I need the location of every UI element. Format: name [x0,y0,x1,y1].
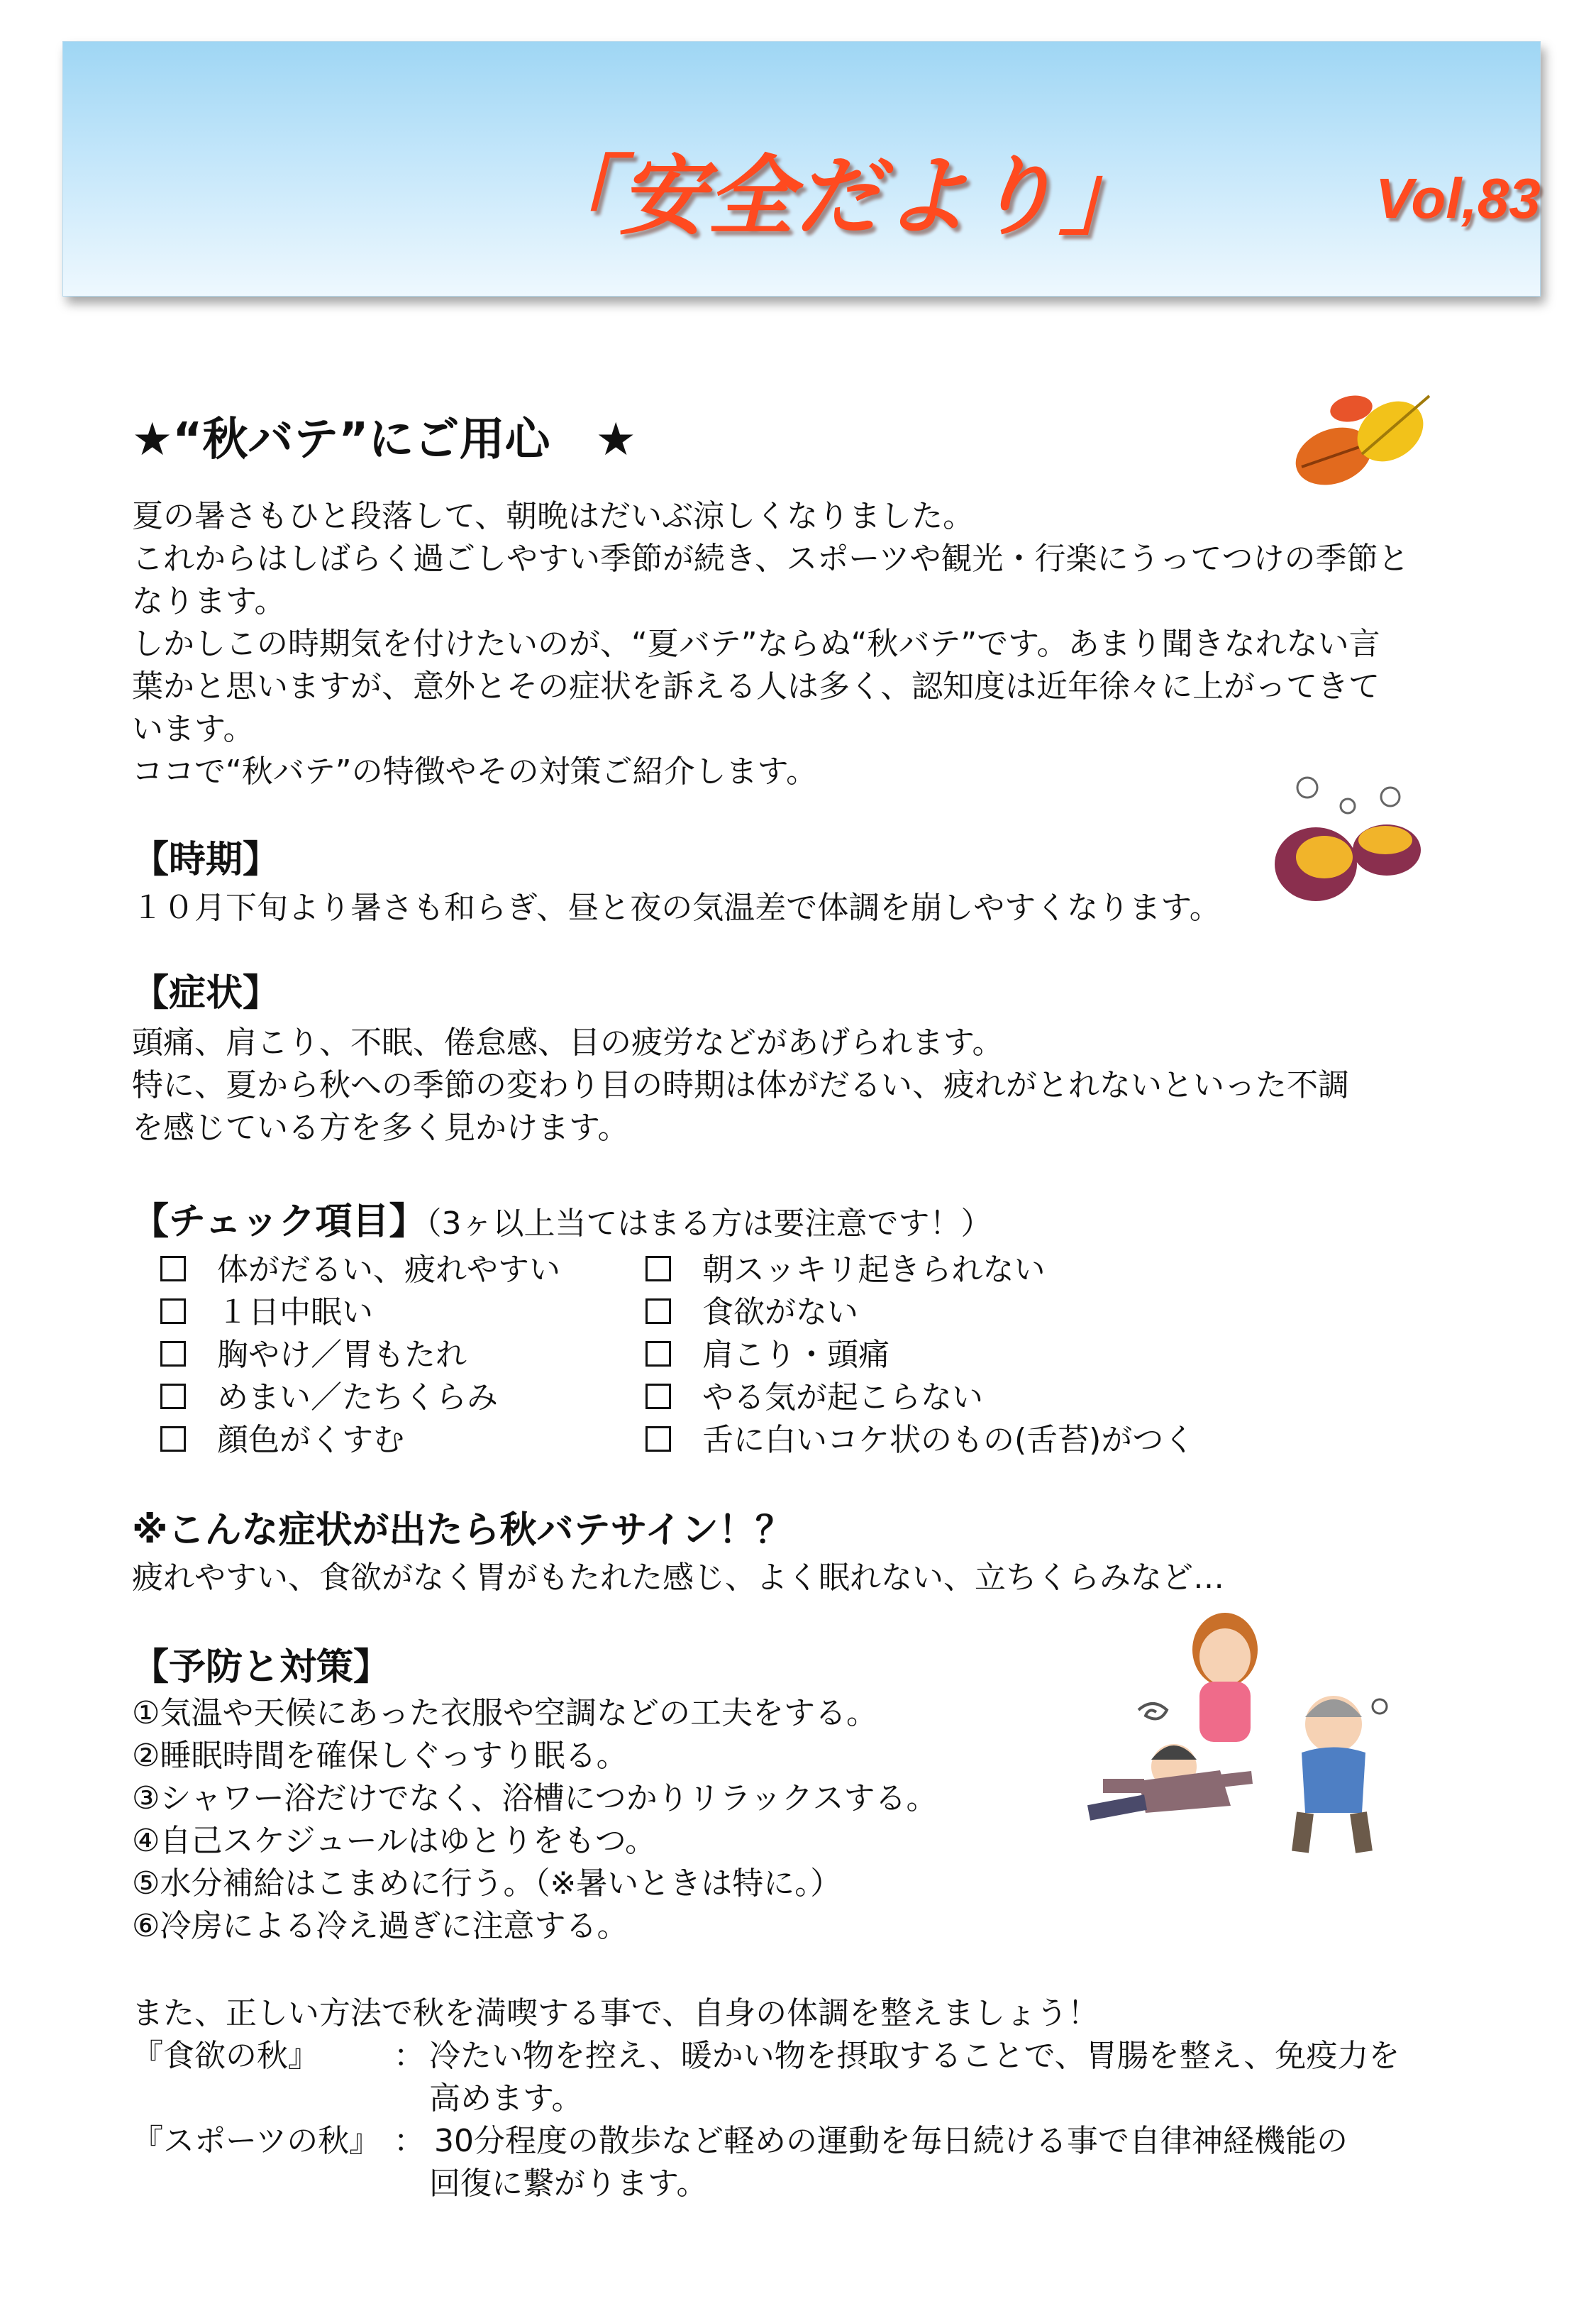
checkbox-icon[interactable] [645,1298,671,1324]
symptoms-line-1: 頭痛、肩こり、不眠、倦怠感、目の疲労などがあげられます。 [132,1025,1004,1061]
checkbox-icon[interactable] [645,1426,671,1452]
checklist-heading [132,1199,992,1247]
volume-number: Vol,83 [1375,167,1541,230]
sports-autumn-separator: ： [394,2123,425,2159]
check-item[interactable]: 舌に白いコケ状のもの(舌苔)がつく [645,1419,1195,1462]
sign-heading: ※こんな症状が出たら秋バテサイン！？ [132,1509,792,1552]
symptoms-line-3: を感じている方を多く見かけます。 [132,1110,629,1146]
checkbox-icon[interactable] [645,1384,671,1409]
intro-line-4: しかしこの時期気を付けたいのが、“夏バテ”ならぬ“秋バテ”です。あまり聞きなれない言 [132,626,1380,662]
prevention-item-3: ③シャワー浴だけでなく、浴槽につかりリラックスする。 [132,1780,938,1816]
tired-people-icon [1060,1600,1401,1855]
intro-line-1: 夏の暑さもひと段落して、朝晩はだいぶ涼しくなりました。 [132,498,975,534]
period-line: １０月下旬より暑さも和らぎ、昼と夜の気温差で体調を崩しやすくなります。 [132,890,1221,926]
prevention-item-4: ④自己スケジュールはゆとりをもつ。 [132,1823,657,1859]
prevention-item-2: ②睡眠時間を確保しぐっすり眠る。 [132,1738,628,1774]
sports-autumn-text-1: 30分程度の散歩など軽めの運動を毎日続ける事で自律神経機能の [434,2123,1348,2159]
newsletter-title: 「安全だより」 [531,146,1147,247]
intro-line-2: これからはしばらく過ごしやすい季節が続き、スポーツや観光・行楽にうってつけの季節と [132,541,1409,577]
intro-line-6: います。 [132,711,255,747]
closing-line: また、正しい方法で秋を満喫する事で、自身の体調を整えましょう！ [132,1995,1099,2031]
checkbox-icon[interactable] [160,1426,186,1452]
prevention-heading: 【予防と対策】 [132,1646,391,1689]
checklist-note: （3ヶ以上当てはまる方は要注意です！） [426,1206,992,1242]
food-autumn-label: 『食欲の秋』 [132,2038,319,2074]
check-item[interactable]: やる気が起こらない [645,1377,983,1419]
food-autumn-text-2: 高めます。 [429,2080,583,2117]
intro-line-3: なります。 [132,583,286,619]
checkbox-icon[interactable] [645,1256,671,1281]
intro-line-5: 葉かと思いますが、意外とその症状を訴える人は多く、認知度は近年徐々に上がってきて [132,668,1380,705]
period-heading: 【時期】 [132,839,280,881]
check-item[interactable]: 朝スッキリ起きられない [645,1249,1046,1291]
sweet-potato-icon [1266,772,1426,914]
checkbox-icon[interactable] [645,1341,671,1367]
checkbox-icon[interactable] [160,1298,186,1324]
food-autumn-separator: ： [394,2038,425,2074]
header-banner [62,41,1541,297]
sign-line: 疲れやすい、食欲がなく胃がもたれた感じ、よく眠れない、立ちくらみなど… [132,1560,1224,1596]
sports-autumn-label: 『スポーツの秋』 [132,2123,381,2159]
prevention-item-6: ⑥冷房による冷え過ぎに注意する。 [132,1908,628,1944]
check-item[interactable]: 体がだるい、疲れやすい [160,1249,560,1291]
check-item[interactable]: 食欲がない [645,1291,858,1334]
autumn-leaves-icon [1284,389,1440,488]
checkbox-icon[interactable] [160,1256,186,1281]
checklist-title: 【チェック項目】 [132,1201,426,1243]
prevention-item-1: ①気温や天候にあった衣服や空調などの工夫をする。 [132,1695,878,1731]
food-autumn-text-1: 冷たい物を控え、暖かい物を摂取することで、胃腸を整え、免疫力を [429,2038,1400,2074]
sports-autumn-text-2: 回復に繋がります。 [429,2166,708,2202]
check-item[interactable]: めまい／たちくらみ [160,1377,498,1419]
symptoms-line-2: 特に、夏から秋への季節の変わり目の時期は体がだるい、疲れがとれないといった不調 [132,1067,1349,1103]
check-item[interactable]: 顔色がくすむ [160,1419,404,1462]
checkbox-icon[interactable] [160,1384,186,1409]
symptoms-heading: 【症状】 [132,972,280,1015]
checkbox-icon[interactable] [160,1341,186,1367]
check-item[interactable]: １日中眠い [160,1291,373,1334]
intro-line-7: ココで“秋バテ”の特徴やその対策ご紹介します。 [132,754,818,790]
main-heading: ★“秋バテ”にご用心 ★ [132,414,636,466]
check-item[interactable]: 肩こり・頭痛 [645,1334,890,1377]
check-item[interactable]: 胸やけ／胃もたれ [160,1334,467,1377]
prevention-item-5: ⑤水分補給はこまめに行う。（※暑いときは特に。） [132,1865,842,1902]
